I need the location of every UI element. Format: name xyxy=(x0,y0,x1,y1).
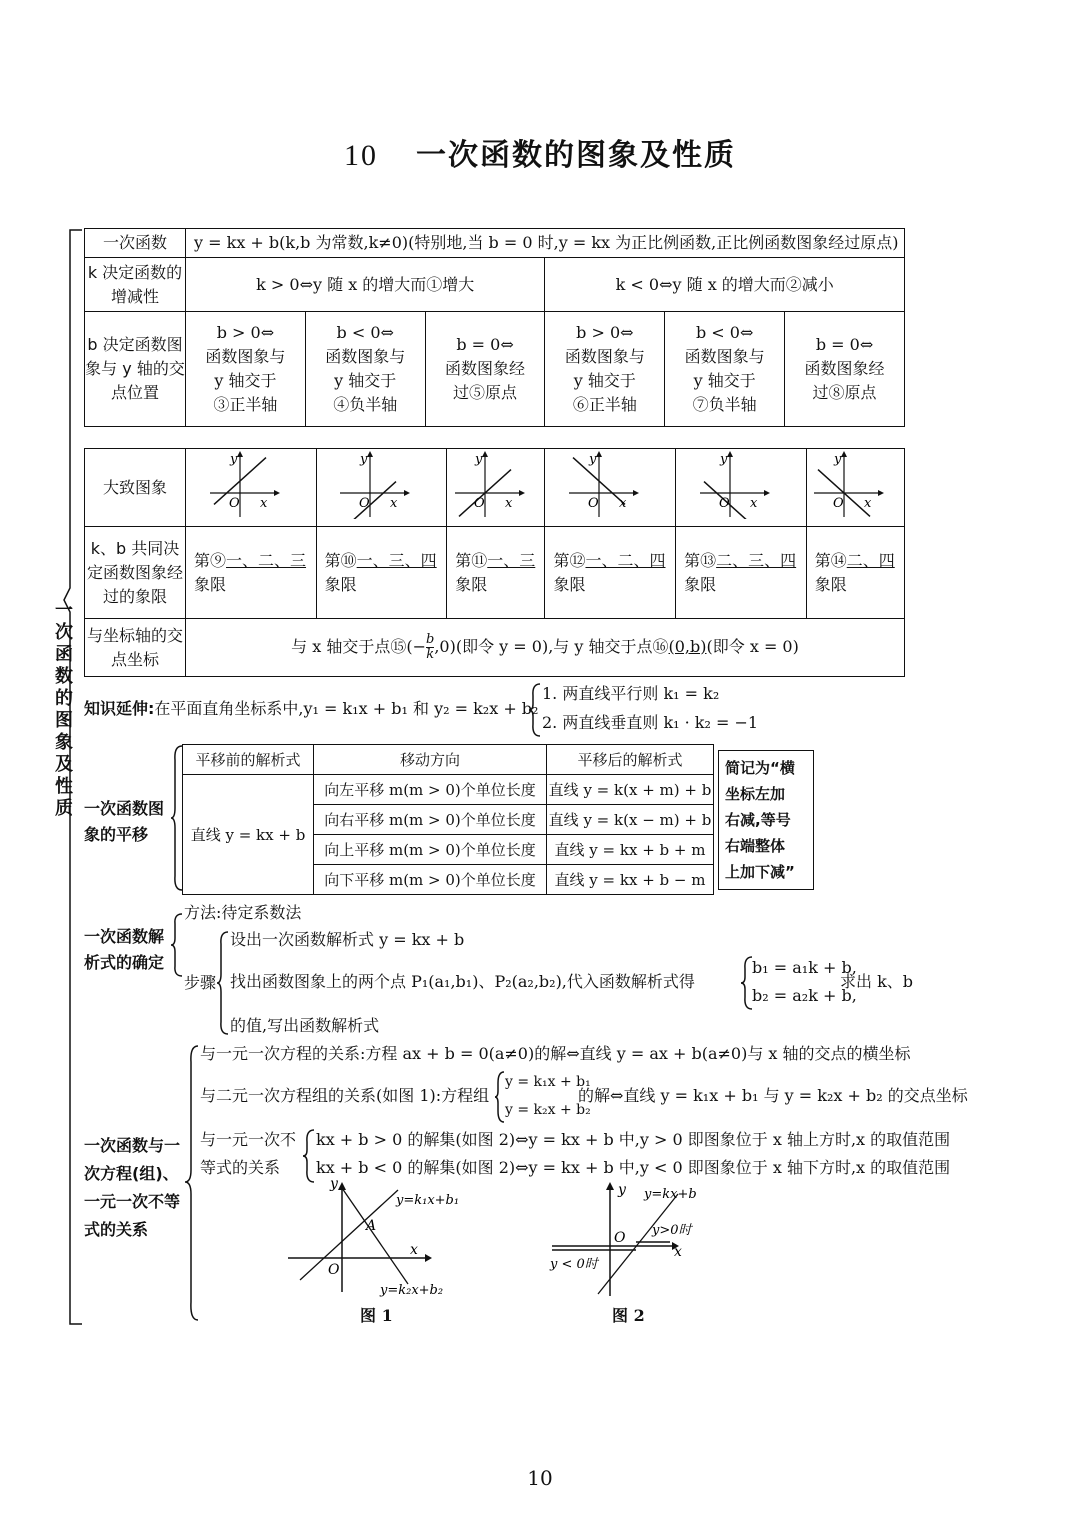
relation-inequality-label-1: 与一元一次不 xyxy=(200,1130,297,1149)
relations-brace xyxy=(184,1044,200,1322)
sketch-x-label: x xyxy=(619,496,627,511)
fig2-y-label: y xyxy=(618,1182,626,1198)
sketch-x-label: x xyxy=(504,496,513,511)
fraction-numerator: b xyxy=(425,632,435,647)
fig2-negative-label: y < 0时 xyxy=(550,1257,598,1272)
intersection-text-d: (即令 x = 0) xyxy=(706,637,799,656)
quadrant-prefix: 第⑩ xyxy=(324,550,357,570)
figure-2 xyxy=(548,1180,718,1300)
quadrant-suffix: 象限 xyxy=(684,574,717,594)
note-line: 右减,等号 xyxy=(725,810,791,829)
determination-label: 一次函数解析式的确定 xyxy=(84,927,165,972)
sketch-x-label: x xyxy=(390,496,398,511)
fig1-line-1 xyxy=(300,1190,398,1280)
graph-table xyxy=(84,448,905,677)
intersection-cell xyxy=(186,619,905,677)
relation-equation: 与一元一次方程的关系:方程 ax + b = 0(a≠0)的解⇔直线 y = ax + b(a≠0)与 x 轴的交点的横坐标 xyxy=(200,1044,911,1063)
relation-system-b: 的解⇔直线 y = k₁x + b₁ 与 y = k₂x + b₂ 的交点坐标 xyxy=(578,1086,968,1105)
page-number: 10 xyxy=(527,1466,553,1490)
graph-sketch-cell xyxy=(186,449,317,527)
quadrant-answer: 一、三、四 xyxy=(356,550,437,570)
intercept-condition: b < 0⇔ xyxy=(336,323,394,342)
determination-step-1: 设出一次函数解析式 y = kx + b xyxy=(230,930,465,949)
quadrant-prefix: 第⑭ xyxy=(814,550,847,570)
side-label: 一次函数的图象及性质 xyxy=(55,600,73,819)
relation-system-eq1: y = k₁x + b₁ xyxy=(505,1074,591,1090)
minus-sign: − xyxy=(412,637,426,656)
intersection-text-a: 与 x 轴交于点⑮( xyxy=(291,637,413,656)
fig1-y-label: y xyxy=(330,1180,338,1192)
intercept-line-2: 函数图象与 xyxy=(205,347,286,366)
sketch-origin-label: O xyxy=(718,496,730,511)
extension-case-perpendicular: 2. 两直线垂直则 k₁ · k₂ = −1 xyxy=(542,713,759,732)
sketch-origin-label: O xyxy=(359,496,371,511)
row-label-graph: 大致图象 xyxy=(85,449,186,527)
intercept-cell xyxy=(665,312,785,427)
system-equation-2: b₂ = a₂k + b, xyxy=(752,986,857,1005)
intercept-cell xyxy=(545,312,665,427)
k-positive-cell: k > 0⇔y 随 x 的增大而①增大 xyxy=(186,258,545,312)
extension-text: 在平面直角坐标系中,y₁ = k₁x + b₁ 和 y₂ = k₂x + b₂ xyxy=(154,699,539,718)
intercept-cell xyxy=(425,312,545,427)
sketch-origin-label: O xyxy=(833,496,845,511)
fig1-origin-label: O xyxy=(328,1262,340,1278)
graph-sketch-cell xyxy=(545,449,676,527)
intercept-line-4: ⑥正半轴 xyxy=(572,395,637,414)
sketch-y-label: y xyxy=(719,452,728,467)
fig1-x-label: x xyxy=(410,1242,418,1258)
graph-sketch xyxy=(451,449,541,519)
sketch-y-label: y xyxy=(474,452,483,467)
translation-after: 直线 y = kx + b − m xyxy=(547,865,714,895)
quadrant-prefix: 第⑨ xyxy=(194,550,227,570)
intercept-line-3: y 轴交于 xyxy=(693,371,756,390)
relation-system-eq2: y = k₂x + b₂ xyxy=(505,1102,591,1118)
determination-step-3: 的值,写出函数解析式 xyxy=(230,1016,380,1035)
determination-steps-label: 步骤 xyxy=(184,973,217,992)
determination-step-2-tail: 求出 k、b xyxy=(840,972,914,991)
relation-inequality-label-2: 等式的关系 xyxy=(200,1158,281,1177)
row-label-monotonicity: k 决定函数的增减性 xyxy=(85,258,186,312)
graph-sketch-cell xyxy=(806,449,904,527)
translation-after: 直线 y = k(x + m) + b xyxy=(547,775,714,805)
quadrant-suffix: 象限 xyxy=(455,574,488,594)
translation-direction: 向左平移 m(m > 0)个单位长度 xyxy=(314,775,547,805)
quadrant-answer: 二、四 xyxy=(846,550,895,570)
note-line: 坐标左加 xyxy=(725,784,786,803)
sketch-x-label: x xyxy=(864,496,872,511)
quadrant-cell xyxy=(447,527,545,619)
intercept-cell xyxy=(305,312,425,427)
quadrant-cell xyxy=(186,527,317,619)
intercept-line-2: 函数图象经 xyxy=(445,359,526,378)
quadrant-cell xyxy=(316,527,447,619)
intercept-line-3: y 轴交于 xyxy=(573,371,636,390)
linear-function-definition: y = kx + b(k,b 为常数,k≠0)(特别地,当 b = 0 时,y = kx 为正比例函数,正比例函数图象经过原点) xyxy=(186,229,905,258)
translation-after: 直线 y = kx + b + m xyxy=(547,835,714,865)
determination-brace xyxy=(170,912,184,978)
determination-step-2: 找出函数图象上的两个点 P₁(a₁,b₁)、P₂(a₂,b₂),代入函数解析式得 xyxy=(230,972,695,991)
graph-sketch xyxy=(336,449,426,519)
graph-sketch-cell xyxy=(447,449,545,527)
row-label-intercept: b 决定函数图象与 y 轴的交点位置 xyxy=(85,312,186,427)
extension-brace xyxy=(528,682,542,738)
intercept-line-3: 过⑤原点 xyxy=(453,383,518,402)
graph-sketch xyxy=(565,449,655,519)
intercept-line-4: ④负半轴 xyxy=(333,395,398,414)
intercept-line-2: 函数图象经 xyxy=(804,359,885,378)
quadrant-prefix: 第⑬ xyxy=(684,550,717,570)
relation-inequality-negative: kx + b < 0 的解集(如图 2)⇔y = kx + b 中,y < 0 即图象位于 x 轴下方时,x 的取值范围 xyxy=(316,1158,951,1177)
sketch-y-label: y xyxy=(589,452,597,467)
row-label-quadrants: k、b 共同决定函数图象经过的象限 xyxy=(85,527,186,619)
fig2-positive-label: y>0时 xyxy=(652,1223,692,1238)
sketch-x-label: x xyxy=(259,496,268,511)
intercept-cell xyxy=(186,312,306,427)
translation-header-direction: 移动方向 xyxy=(314,745,547,775)
quadrant-suffix: 象限 xyxy=(814,574,847,594)
sketch-origin-label: O xyxy=(228,496,240,511)
intercept-condition: b = 0⇔ xyxy=(815,335,874,354)
quadrant-cell xyxy=(545,527,676,619)
quadrant-answer: 一、三 xyxy=(487,550,536,570)
fig1-line2-label: y=k₂x+b₂ xyxy=(380,1283,444,1298)
quadrant-answer: 一、二、三 xyxy=(226,550,307,570)
intercept-condition: b < 0⇔ xyxy=(695,323,754,342)
sketch-x-label: x xyxy=(749,496,758,511)
translation-header-after: 平移后的解析式 xyxy=(547,745,714,775)
intercept-line-3: 过⑧原点 xyxy=(812,383,877,402)
sketch-y-label: y xyxy=(229,452,238,467)
y-intercept-point: (0,b) xyxy=(668,637,707,656)
extension-label: 知识延伸: xyxy=(84,699,155,718)
quadrant-suffix: 象限 xyxy=(194,574,227,594)
fraction-denominator: k xyxy=(426,647,435,662)
quadrant-answer: 一、二、四 xyxy=(585,550,666,570)
quadrant-cell xyxy=(806,527,904,619)
sketch-y-label: y xyxy=(834,452,842,467)
translation-direction: 向下平移 m(m > 0)个单位长度 xyxy=(314,865,547,895)
row-label-intersections: 与坐标轴的交点坐标 xyxy=(85,619,186,677)
graph-sketch-cell xyxy=(676,449,807,527)
graph-sketch-cell xyxy=(316,449,447,527)
translation-before-expression: 直线 y = kx + b xyxy=(183,775,314,895)
figure-1 xyxy=(280,1180,480,1300)
extension-line xyxy=(84,698,538,720)
figure-1-caption: 图 1 xyxy=(360,1306,393,1325)
fig2-origin-label: O xyxy=(614,1230,626,1246)
page-title xyxy=(0,130,1080,174)
intercept-line-2: 函数图象与 xyxy=(684,347,765,366)
inequality-brace xyxy=(302,1128,316,1184)
note-line: 上加下减” xyxy=(725,862,795,881)
section-number: 10 xyxy=(344,139,378,172)
fig2-line-label: y=kx+b xyxy=(644,1187,697,1202)
translation-direction: 向右平移 m(m > 0)个单位长度 xyxy=(314,805,547,835)
intercept-line-4: ③正半轴 xyxy=(213,395,278,414)
translation-after: 直线 y = k(x − m) + b xyxy=(547,805,714,835)
extension-case-parallel: 1. 两直线平行则 k₁ = k₂ xyxy=(542,684,720,703)
note-line: 简记为“横 xyxy=(725,758,795,777)
intercept-line-2: 函数图象与 xyxy=(325,347,406,366)
translation-header-before: 平移前的解析式 xyxy=(183,745,314,775)
steps-brace xyxy=(216,930,230,1036)
intercept-line-3: y 轴交于 xyxy=(334,371,397,390)
k-negative-cell: k < 0⇔y 随 x 的增大而②减小 xyxy=(545,258,905,312)
translation-note xyxy=(714,745,819,895)
intercept-cell xyxy=(785,312,905,427)
quadrant-cell xyxy=(676,527,807,619)
translation-direction: 向上平移 m(m > 0)个单位长度 xyxy=(314,835,547,865)
note-line: 右端整体 xyxy=(725,836,786,855)
relations-label: 一次函数与一次方程(组)、一元一次不等式的关系 xyxy=(84,1136,181,1239)
graph-sketch xyxy=(696,449,786,519)
graph-sketch xyxy=(810,449,900,519)
fig1-point-a: A xyxy=(366,1218,377,1234)
intercept-line-3: y 轴交于 xyxy=(214,371,277,390)
relation-system-a: 与二元一次方程组的关系(如图 1):方程组 xyxy=(200,1086,490,1105)
fig1-line1-label: y=k₁x+b₁ xyxy=(396,1193,460,1208)
section-title: 一次函数的图象及性质 xyxy=(416,138,736,173)
sketch-origin-label: O xyxy=(588,496,599,511)
sketch-origin-label: O xyxy=(473,496,485,511)
intercept-line-4: ⑦负半轴 xyxy=(692,395,757,414)
intercept-condition: b > 0⇔ xyxy=(216,323,275,342)
translation-table xyxy=(182,744,818,895)
graph-sketch xyxy=(206,449,296,519)
quadrant-prefix: 第⑫ xyxy=(553,550,586,570)
quadrant-prefix: 第⑪ xyxy=(455,550,488,570)
system-equation-1: b₁ = a₁k + b, xyxy=(752,958,857,977)
intercept-condition: b = 0⇔ xyxy=(456,335,514,354)
intersection-text-b: ,0)(即令 y = 0),与 y 轴交于点⑯ xyxy=(434,637,669,656)
determination-method: 方法:待定系数法 xyxy=(184,903,302,922)
translation-label: 一次函数图象的平移 xyxy=(84,799,165,844)
intercept-line-2: 函数图象与 xyxy=(564,347,645,366)
intercept-condition: b > 0⇔ xyxy=(576,323,634,342)
quadrant-suffix: 象限 xyxy=(553,574,586,594)
definition-table xyxy=(84,228,905,427)
fig2-x-label: x xyxy=(674,1244,682,1260)
figure-2-caption: 图 2 xyxy=(612,1306,645,1325)
sketch-y-label: y xyxy=(360,452,368,467)
quadrant-suffix: 象限 xyxy=(324,574,357,594)
quadrant-answer: 二、三、四 xyxy=(716,550,797,570)
row-label-linear-function: 一次函数 xyxy=(85,229,186,258)
relation-inequality-positive: kx + b > 0 的解集(如图 2)⇔y = kx + b 中,y > 0 即图象位于 x 轴上方时,x 的取值范围 xyxy=(316,1130,951,1149)
